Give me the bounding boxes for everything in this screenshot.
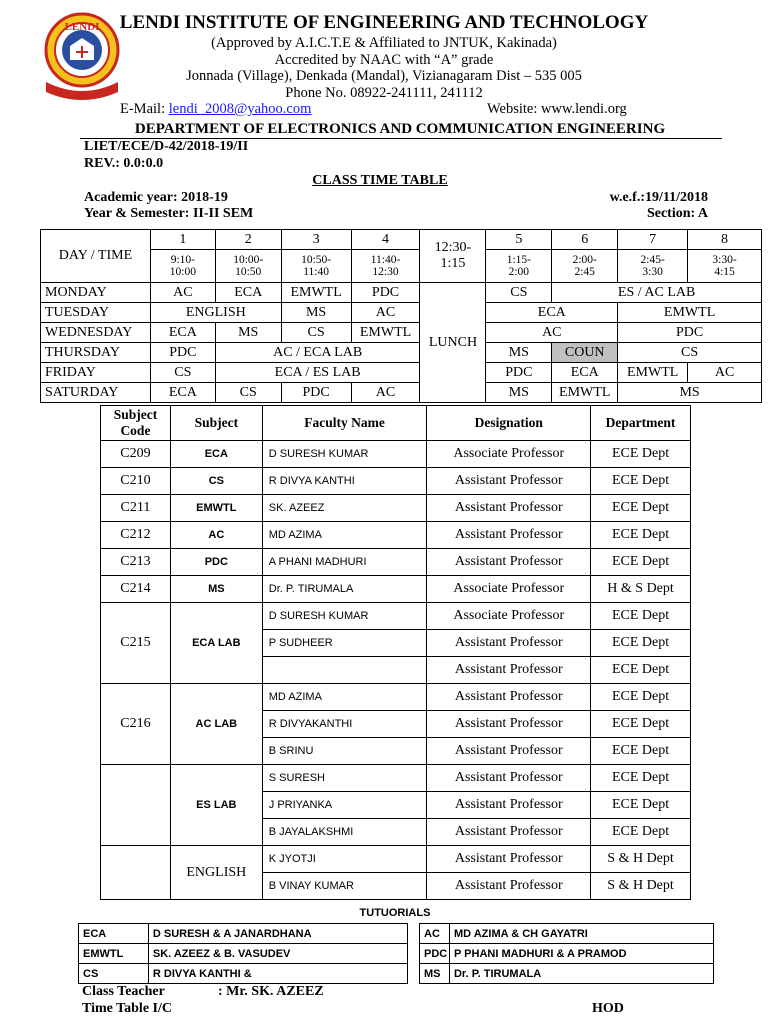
header-subject: Subject (170, 406, 262, 441)
slot-cell: CS (150, 363, 215, 383)
slot-cell: ECA / ES LAB (215, 363, 420, 383)
faculty-name: B VINAY KUMAR (262, 873, 427, 900)
subject-code: C214 (101, 576, 171, 603)
slot-cell: EMWTL (618, 303, 762, 323)
period-number: 2 (215, 230, 281, 250)
faculty-name: D SURESH KUMAR (262, 603, 427, 630)
faculty-header-row (101, 406, 691, 441)
designation: Associate Professor (427, 603, 591, 630)
day-label: SATURDAY (41, 383, 151, 403)
day-label: WEDNESDAY (41, 323, 151, 343)
faculty-row (101, 576, 691, 603)
subject-code (101, 846, 171, 900)
department: ECE Dept (591, 495, 691, 522)
faculty-row (101, 765, 691, 792)
slot-cell: PDC (281, 383, 351, 403)
subject-name: CS (170, 468, 262, 495)
designation: Assistant Professor (427, 495, 591, 522)
slot-cell: CS (281, 323, 351, 343)
slot-cell: ECA (150, 323, 215, 343)
timetable-row-tuesday (41, 303, 762, 323)
academic-year: Academic year: 2018-19 (84, 190, 228, 205)
slot-cell: AC (486, 323, 618, 343)
document-number: LIET/ECE/D-42/2018-19/II (84, 139, 249, 154)
section: Section: A (646, 206, 708, 221)
subject-code (101, 765, 171, 846)
slot-cell: ECA (215, 283, 281, 303)
designation: Assistant Professor (427, 549, 591, 576)
period-time: 1:15- 2:00 (486, 250, 552, 283)
designation: Associate Professor (427, 441, 591, 468)
phone-line: Phone No. 08922-241111, 241112 (285, 85, 483, 101)
email-link[interactable]: lendi_2008@yahoo.com (168, 101, 312, 117)
subject-code: C209 (101, 441, 171, 468)
faculty-name: MD AZIMA (262, 684, 427, 711)
lunch-time: 12:30- 1:15 (420, 230, 486, 283)
designation: Assistant Professor (427, 657, 591, 684)
faculty-row (101, 522, 691, 549)
slot-cell: AC (351, 383, 420, 403)
faculty-name: S SURESH (262, 765, 427, 792)
timetable-header-row (41, 230, 762, 250)
address-line: Jonnada (Village), Denkada (Mandal), Vizianagaram Dist – 535 005 (186, 68, 582, 84)
designation: Assistant Professor (427, 522, 591, 549)
designation: Assistant Professor (427, 738, 591, 765)
faculty-name: B SRINU (262, 738, 427, 765)
timetable-row-thursday (41, 343, 762, 363)
tutorial-row (79, 924, 408, 944)
header-subject-code: Subject Code (101, 406, 171, 441)
faculty-row (101, 549, 691, 576)
email-label: E-Mail: (120, 101, 169, 117)
subject-name: ENGLISH (170, 846, 262, 900)
faculty-name: R DIVYAKANTHI (262, 711, 427, 738)
tutorial-subject: MS (420, 964, 450, 984)
faculty-row (101, 684, 691, 711)
class-teacher-name: : Mr. SK. AZEEZ (218, 984, 324, 999)
slot-cell: ENGLISH (150, 303, 281, 323)
faculty-name: D SURESH KUMAR (262, 441, 427, 468)
period-number: 7 (618, 230, 688, 250)
slot-cell: EMWTL (281, 283, 351, 303)
slot-cell: ECA (150, 383, 215, 403)
department: ECE Dept (591, 603, 691, 630)
subject-code: C215 (101, 603, 171, 684)
period-number: 5 (486, 230, 552, 250)
tutorial-row (420, 924, 714, 944)
slot-cell: MS (486, 383, 552, 403)
department: ECE Dept (591, 684, 691, 711)
timetable-row-saturday (41, 383, 762, 403)
designation: Assistant Professor (427, 684, 591, 711)
subject-code: C211 (101, 495, 171, 522)
year-semester: Year & Semester: II-II SEM (84, 206, 254, 221)
period-time: 9:10- 10:00 (150, 250, 215, 283)
designation: Associate Professor (427, 576, 591, 603)
period-number: 8 (688, 230, 762, 250)
subject-name: ECA LAB (170, 603, 262, 684)
approval-line: (Approved by A.I.C.T.E & Affiliated to JNTUK, Kakinada) (211, 35, 557, 51)
period-number: 1 (150, 230, 215, 250)
day-label: TUESDAY (41, 303, 151, 323)
website-line: Website: www.lendi.org (487, 101, 627, 117)
subject-name: AC (170, 522, 262, 549)
subject-code: C216 (101, 684, 171, 765)
class-teacher-label: Class Teacher (82, 984, 165, 999)
document-title: CLASS TIME TABLE (312, 173, 448, 188)
slot-cell: PDC (351, 283, 420, 303)
designation: Assistant Professor (427, 846, 591, 873)
tutorial-row (420, 964, 714, 984)
tutorials-table-right (419, 923, 714, 984)
header-faculty-name: Faculty Name (262, 406, 427, 441)
tutorial-row (420, 944, 714, 964)
faculty-row (101, 495, 691, 522)
slot-cell: PDC (150, 343, 215, 363)
timetable-row-friday (41, 363, 762, 383)
tutorial-subject: ECA (79, 924, 149, 944)
faculty-name: A PHANI MADHURI (262, 549, 427, 576)
timetable-row-monday (41, 283, 762, 303)
department: ECE Dept (591, 765, 691, 792)
slot-cell: EMWTL (552, 383, 618, 403)
slot-cell: AC (351, 303, 420, 323)
faculty-name: SK. AZEEZ (262, 495, 427, 522)
tutorial-subject: CS (79, 964, 149, 984)
lunch-cell: LUNCH (420, 283, 486, 403)
department: S & H Dept (591, 846, 691, 873)
slot-cell: MS (618, 383, 762, 403)
faculty-name: MD AZIMA (262, 522, 427, 549)
faculty-name: J PRIYANKA (262, 792, 427, 819)
subject-code: C210 (101, 468, 171, 495)
tutorial-subject: PDC (420, 944, 450, 964)
period-time: 2:00- 2:45 (552, 250, 618, 283)
slot-cell: MS (281, 303, 351, 323)
period-time: 3:30- 4:15 (688, 250, 762, 283)
designation: Assistant Professor (427, 792, 591, 819)
designation: Assistant Professor (427, 711, 591, 738)
faculty-table (100, 405, 691, 900)
time-table-incharge: Time Table I/C (82, 1001, 172, 1016)
slot-cell-counselling: COUN (552, 343, 618, 363)
department: ECE Dept (591, 792, 691, 819)
designation: Assistant Professor (427, 819, 591, 846)
tutorial-subject: EMWTL (79, 944, 149, 964)
subject-code: C213 (101, 549, 171, 576)
tutorial-row (79, 944, 408, 964)
email-line (120, 101, 311, 118)
timetable (40, 229, 762, 403)
slot-cell: PDC (486, 363, 552, 383)
subject-name: EMWTL (170, 495, 262, 522)
tutorial-faculty: Dr. P. TIRUMALA (449, 964, 713, 984)
hod-signature-label: HOD (592, 1001, 624, 1016)
revision: REV.: 0.0:0.0 (84, 156, 164, 171)
faculty-row (101, 468, 691, 495)
slot-cell: CS (215, 383, 281, 403)
tutorial-faculty: R DIVYA KANTHI & (148, 964, 407, 984)
tutorial-faculty: SK. AZEEZ & B. VASUDEV (148, 944, 407, 964)
header-designation: Designation (427, 406, 591, 441)
faculty-row (101, 846, 691, 873)
slot-cell: EMWTL (351, 323, 420, 343)
faculty-name: B JAYALAKSHMI (262, 819, 427, 846)
department: ECE Dept (591, 468, 691, 495)
timetable-row-wednesday (41, 323, 762, 343)
faculty-name: Dr. P. TIRUMALA (262, 576, 427, 603)
department: ECE Dept (591, 549, 691, 576)
period-time: 10:50- 11:40 (281, 250, 351, 283)
header-department: Department (591, 406, 691, 441)
designation: Assistant Professor (427, 630, 591, 657)
department: ECE Dept (591, 630, 691, 657)
department: ECE Dept (591, 522, 691, 549)
slot-cell: PDC (618, 323, 762, 343)
department-title: DEPARTMENT OF ELECTRONICS AND COMMUNICATION ENGINEERING (134, 121, 666, 137)
slot-cell: ECA (486, 303, 618, 323)
tutorial-subject: AC (420, 924, 450, 944)
faculty-name: R DIVYA KANTHI (262, 468, 427, 495)
department: H & S Dept (591, 576, 691, 603)
period-number: 4 (351, 230, 420, 250)
department: ECE Dept (591, 738, 691, 765)
faculty-name: K JYOTJI (262, 846, 427, 873)
tutorial-faculty: P PHANI MADHURI & A PRAMOD (449, 944, 713, 964)
subject-name: AC LAB (170, 684, 262, 765)
faculty-row (101, 603, 691, 630)
tutorials-title: TUTUORIALS (359, 907, 431, 919)
slot-cell: AC (150, 283, 215, 303)
tutorials-table-left (78, 923, 408, 984)
department: ECE Dept (591, 819, 691, 846)
slot-cell: CS (618, 343, 762, 363)
subject-name: ECA (170, 441, 262, 468)
period-time: 2:45- 3:30 (618, 250, 688, 283)
tutorial-faculty: MD AZIMA & CH GAYATRI (449, 924, 713, 944)
day-label: MONDAY (41, 283, 151, 303)
day-label: FRIDAY (41, 363, 151, 383)
designation: Assistant Professor (427, 468, 591, 495)
subject-name: ES LAB (170, 765, 262, 846)
period-number: 3 (281, 230, 351, 250)
faculty-name: P SUDHEER (262, 630, 427, 657)
tutorial-row (79, 964, 408, 984)
subject-name: MS (170, 576, 262, 603)
department: ECE Dept (591, 657, 691, 684)
department: ECE Dept (591, 711, 691, 738)
faculty-row (101, 441, 691, 468)
subject-name: PDC (170, 549, 262, 576)
day-time-header: DAY / TIME (41, 230, 151, 283)
slot-cell: AC / ECA LAB (215, 343, 420, 363)
tutorial-faculty: D SURESH & A JANARDHANA (148, 924, 407, 944)
department: S & H Dept (591, 873, 691, 900)
wef-date: w.e.f.:19/11/2018 (609, 190, 708, 205)
period-time: 11:40- 12:30 (351, 250, 420, 283)
subject-code: C212 (101, 522, 171, 549)
period-number: 6 (552, 230, 618, 250)
slot-cell: MS (215, 323, 281, 343)
department: ECE Dept (591, 441, 691, 468)
period-time: 10:00- 10:50 (215, 250, 281, 283)
slot-cell: AC (688, 363, 762, 383)
designation: Assistant Professor (427, 873, 591, 900)
accreditation-line: Accredited by NAAC with “A” grade (274, 52, 494, 68)
designation: Assistant Professor (427, 765, 591, 792)
slot-cell: EMWTL (618, 363, 688, 383)
faculty-name (262, 657, 427, 684)
slot-cell: ECA (552, 363, 618, 383)
slot-cell: MS (486, 343, 552, 363)
slot-cell: ES / AC LAB (552, 283, 762, 303)
slot-cell: CS (486, 283, 552, 303)
logo-text: LENDI (64, 21, 100, 33)
day-label: THURSDAY (41, 343, 151, 363)
institute-name: LENDI INSTITUTE OF ENGINEERING AND TECHNOLOGY (119, 12, 649, 33)
